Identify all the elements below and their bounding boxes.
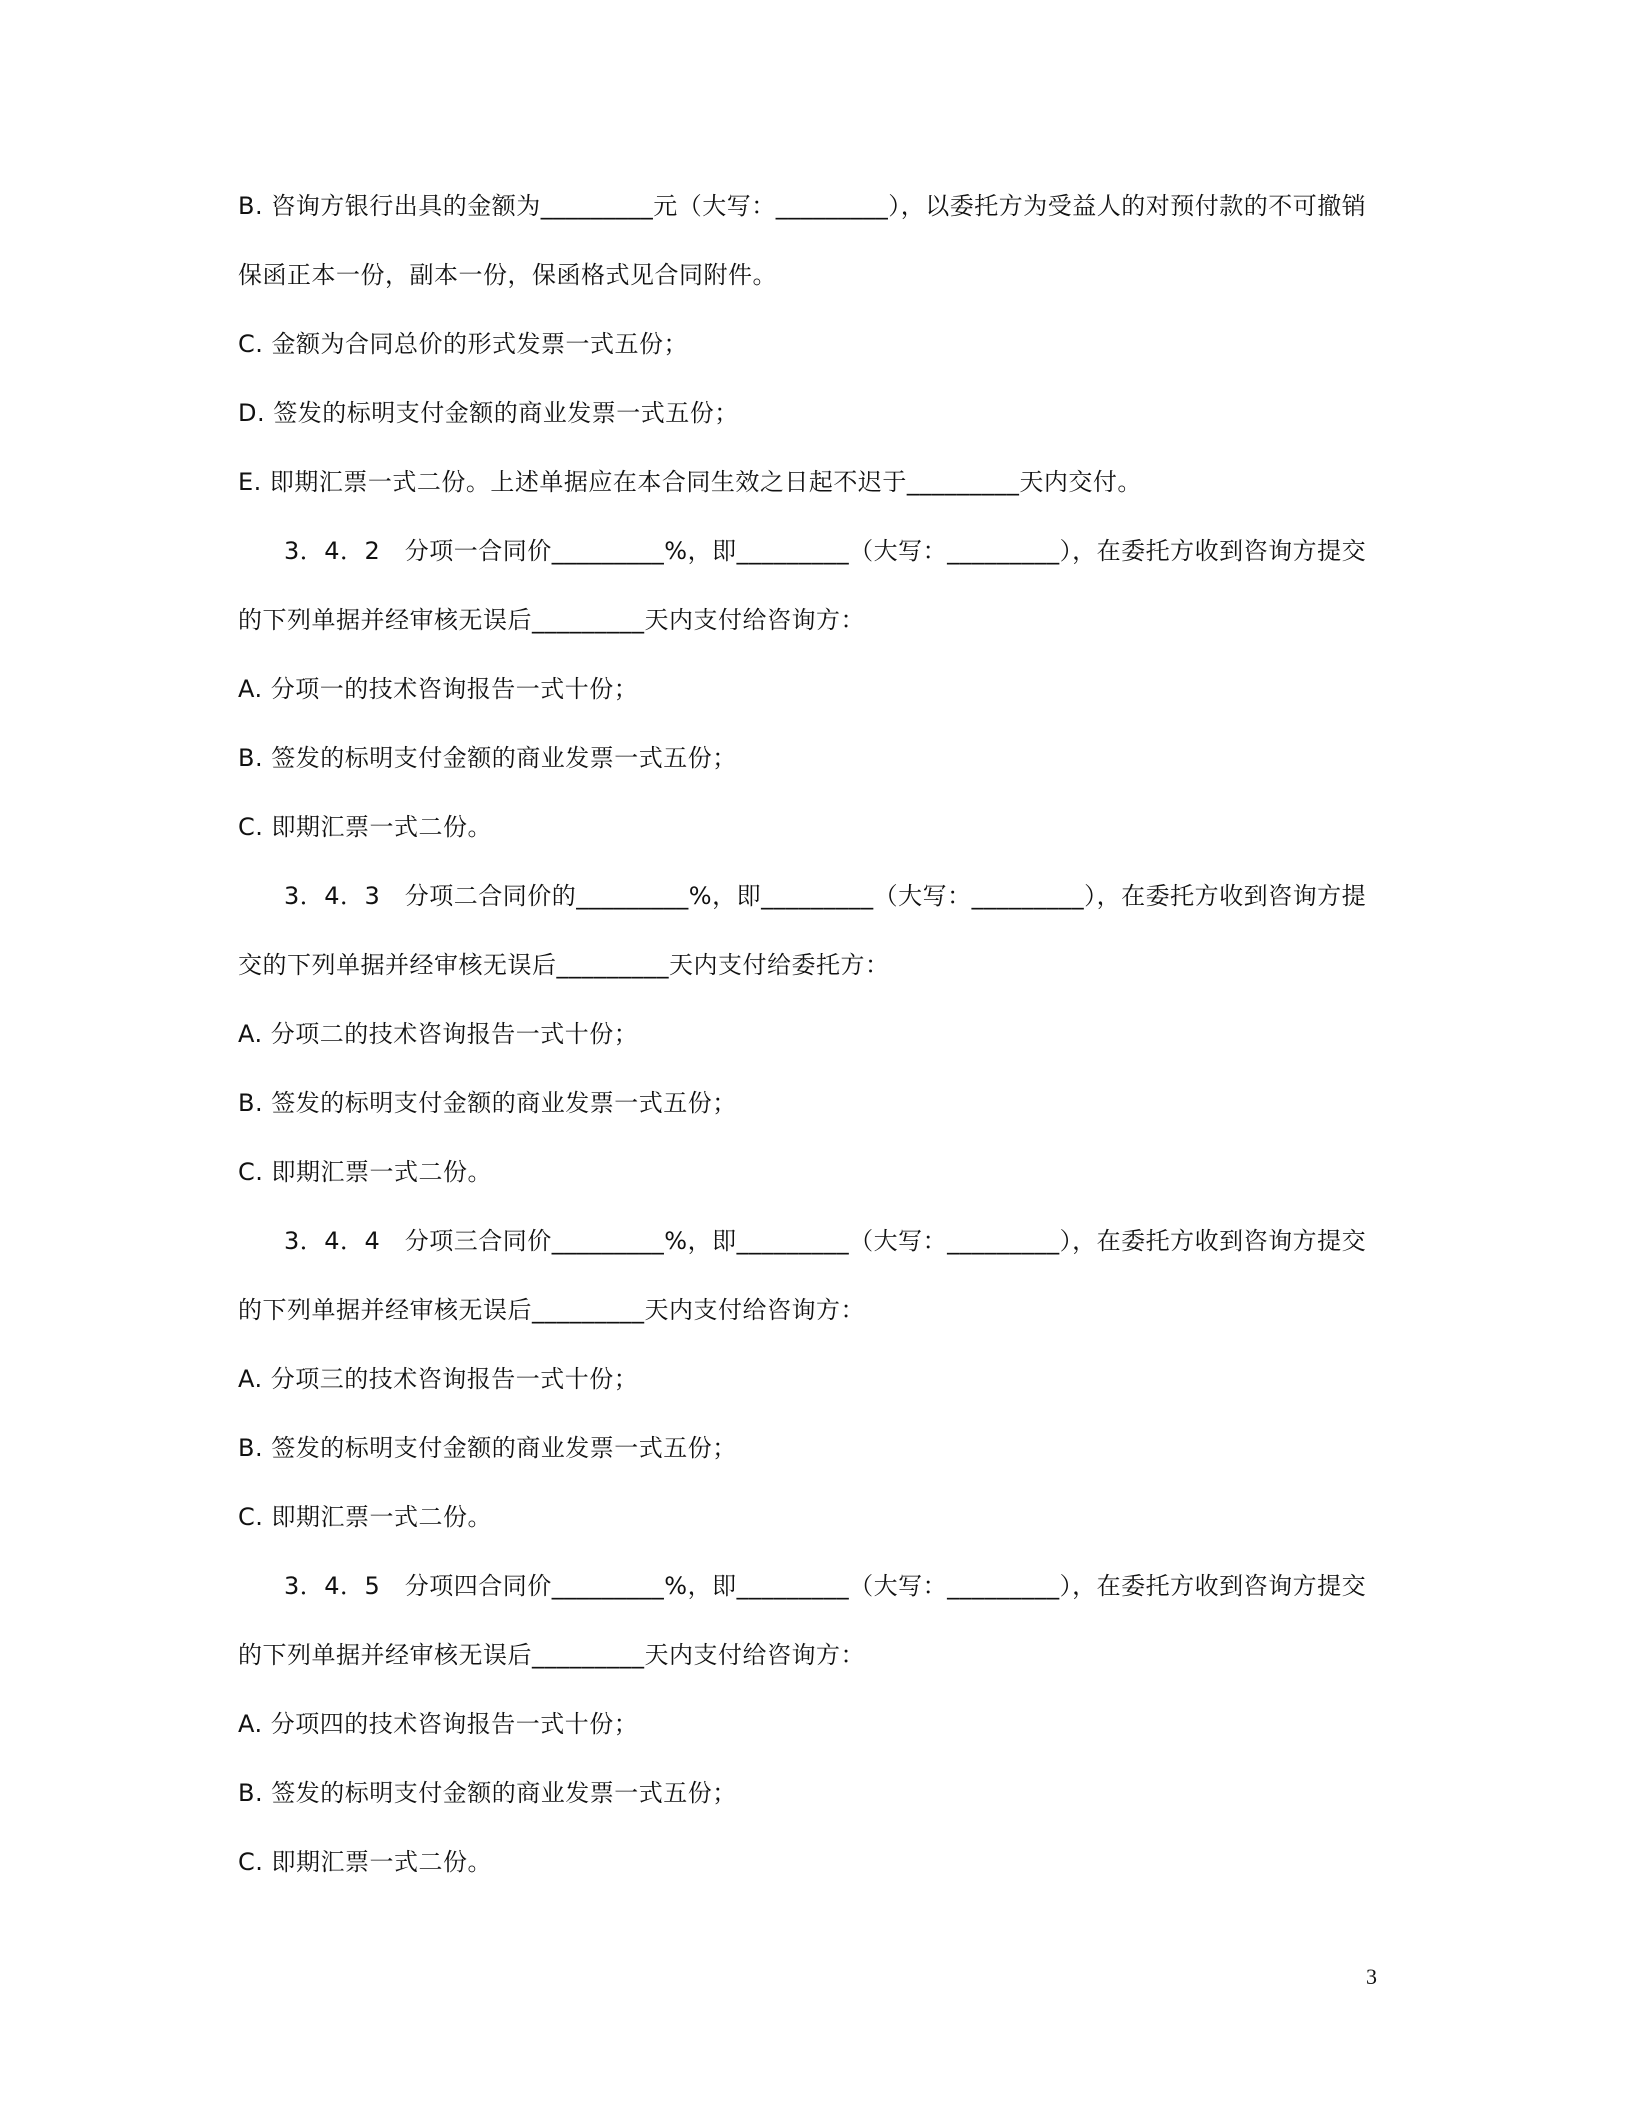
item-b-bank-guarantee-cont: 保函正本一份，副本一份，保函格式见合同附件。 (238, 261, 777, 289)
clause-3-4-5-item-c: C. 即期汇票一式二份。 (238, 1848, 493, 1876)
clause-3-4-5: 3．4．5 分项四合同价_________%，即_________（大写：_________），在委托方收到咨询方提交 (284, 1572, 1367, 1600)
clause-3-4-4: 3．4．4 分项三合同价_________%，即_________（大写：_________），在委托方收到咨询方提交 (284, 1227, 1367, 1255)
clause-3-4-4-item-a: A. 分项三的技术咨询报告一式十份； (238, 1365, 639, 1393)
clause-3-4-2-cont: 的下列单据并经审核无误后_________天内支付给咨询方： (238, 606, 865, 634)
clause-3-4-2-item-c: C. 即期汇票一式二份。 (238, 813, 493, 841)
clause-3-4-3: 3．4．3 分项二合同价的_________%，即_________（大写：_________），在委托方收到咨询方提 (284, 882, 1367, 910)
clause-3-4-4-cont: 的下列单据并经审核无误后_________天内支付给咨询方： (238, 1296, 865, 1324)
clause-3-4-3-item-c: C. 即期汇票一式二份。 (238, 1158, 493, 1186)
item-b-bank-guarantee: B. 咨询方银行出具的金额为_________元（大写：_________），以委托方为受益人的对预付款的不可撤销 (238, 192, 1367, 220)
clause-3-4-2-item-b: B. 签发的标明支付金额的商业发票一式五份； (238, 744, 737, 772)
clause-3-4-5-item-a: A. 分项四的技术咨询报告一式十份； (238, 1710, 639, 1738)
clause-3-4-3-cont: 交的下列单据并经审核无误后_________天内支付给委托方： (238, 951, 890, 979)
item-c-proforma-invoice: C. 金额为合同总价的形式发票一式五份； (238, 330, 689, 358)
clause-3-4-4-item-b: B. 签发的标明支付金额的商业发票一式五份； (238, 1434, 737, 1462)
clause-3-4-4-item-c: C. 即期汇票一式二份。 (238, 1503, 493, 1531)
clause-3-4-2: 3．4．2 分项一合同价_________%，即_________（大写：_________），在委托方收到咨询方提交 (284, 537, 1367, 565)
page-number: 3 (1366, 1964, 1377, 1989)
clause-3-4-2-item-a: A. 分项一的技术咨询报告一式十份； (238, 675, 639, 703)
clause-3-4-3-item-b: B. 签发的标明支付金额的商业发票一式五份； (238, 1089, 737, 1117)
item-d-commercial-invoice: D. 签发的标明支付金额的商业发票一式五份； (238, 399, 739, 427)
item-e-sight-draft: E. 即期汇票一式二份。上述单据应在本合同生效之日起不迟于_________天内交付。 (238, 468, 1142, 496)
clause-3-4-3-item-a: A. 分项二的技术咨询报告一式十份； (238, 1020, 639, 1048)
clause-3-4-5-item-b: B. 签发的标明支付金额的商业发票一式五份； (238, 1779, 737, 1807)
clause-3-4-5-cont: 的下列单据并经审核无误后_________天内支付给咨询方： (238, 1641, 865, 1669)
